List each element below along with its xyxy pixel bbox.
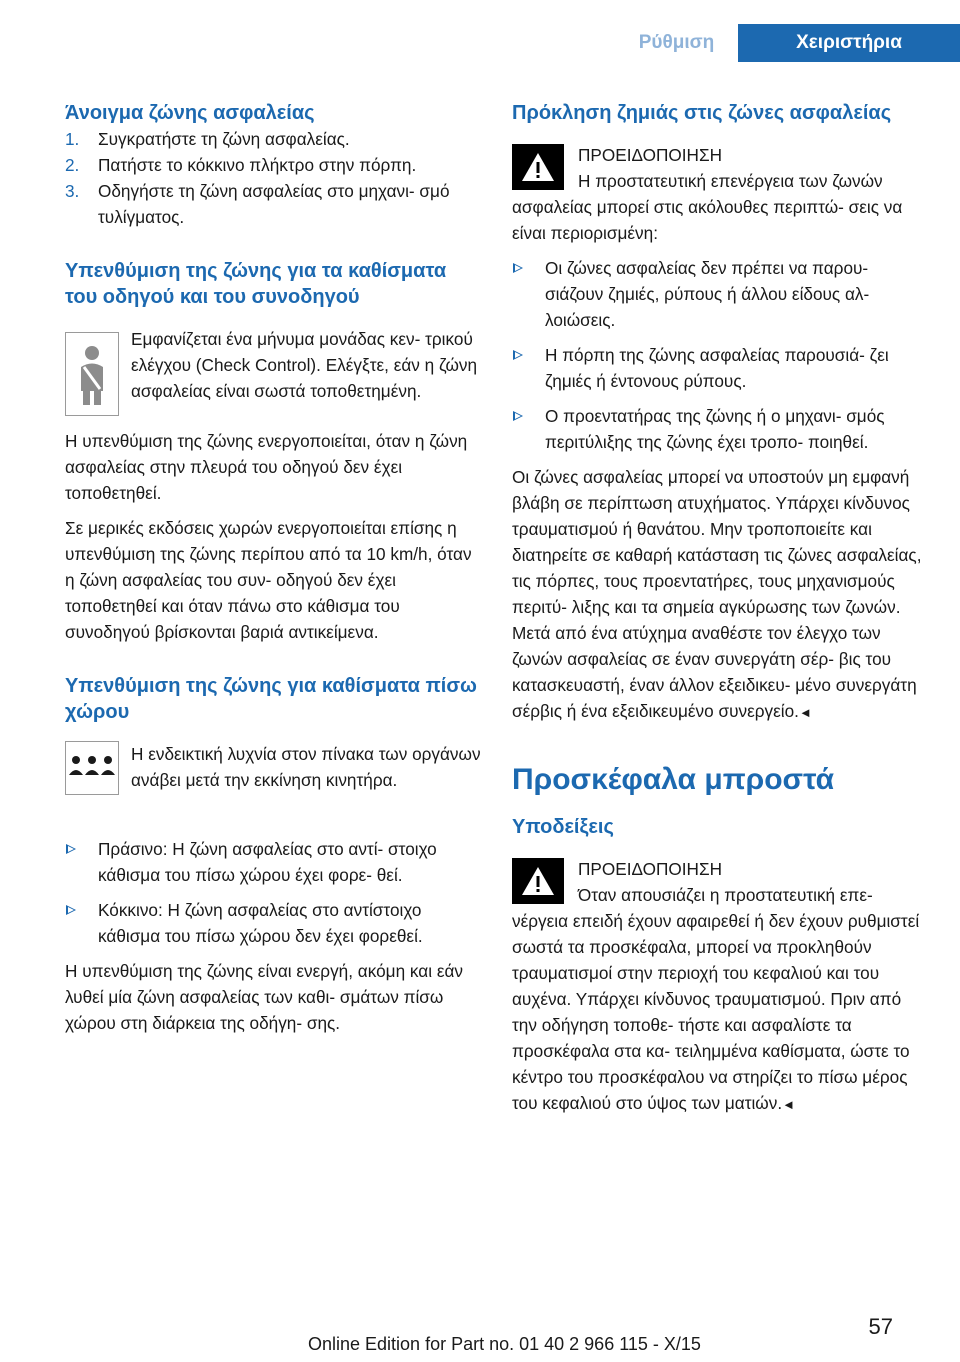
- end-marker: ◄: [782, 1097, 795, 1112]
- tab-settings[interactable]: Ρύθμιση: [638, 32, 715, 53]
- list-item-text: Οι ζώνες ασφαλείας δεν πρέπει να παρου‐ σιάζουν ζημιές, ρύπους ή άλλου είδους αλ‐ λοιώσεις.: [545, 258, 870, 330]
- section-title-belt-damage: Πρόκληση ζημιάς στις ζώνες ασφαλείας: [512, 102, 892, 124]
- step-text: Συγκρατήστε τη ζώνη ασφαλείας.: [98, 129, 350, 149]
- warning-triangle-icon: [512, 144, 564, 190]
- section-title-front-reminder: Υπενθύμιση της ζώνης για τα καθίσματα του οδηγού και του συνοδηγού: [65, 260, 447, 308]
- triangle-bullet-icon: [513, 263, 523, 273]
- rear-seat-occupants-icon: [65, 741, 119, 795]
- subsection-title-notes: Υποδείξεις: [512, 816, 614, 838]
- warning-triangle-icon: [512, 858, 564, 904]
- list-item: [65, 897, 483, 949]
- paragraph: Σε μερικές εκδόσεις χωρών ενεργοποιείται επίσης η υπενθύμιση της ζώνης περίπου από τα 10 km/h, όταν η ζώνη ασφαλείας του συν‐ οδηγού δεν έχει τοποθετηθεί και όταν πάνω στο κάθισμα του συνοδηγού βρίσκονται βαριά αντικείμενα.: [65, 518, 472, 642]
- step-number: 2.: [65, 155, 80, 175]
- list-item: [512, 403, 930, 455]
- warning-label: ΠΡΟΕΙΔΟΠΟΙΗΣΗ: [578, 859, 722, 879]
- triangle-bullet-icon: [513, 411, 523, 421]
- step-number: 3.: [65, 181, 80, 201]
- list-item-text: Κόκκινο: Η ζώνη ασφαλείας στο αντίστοιχο κάθισμα του πίσω χώρου δεν έχει φορεθεί.: [98, 900, 423, 946]
- list-item: [512, 342, 930, 394]
- warning-label: ΠΡΟΕΙΔΟΠΟΙΗΣΗ: [578, 145, 722, 165]
- paragraph: Η υπενθύμιση της ζώνης ενεργοποιείται, όταν η ζώνη ασφαλείας στην πλευρά του οδηγού δεν έχει τοποθετηθεί.: [65, 431, 468, 503]
- list-item: [512, 255, 930, 333]
- step-number: 1.: [65, 129, 80, 149]
- list-item: [65, 836, 483, 888]
- triangle-bullet-icon: [66, 844, 76, 854]
- tab-controls[interactable]: Χειριστήρια: [738, 24, 960, 62]
- section-title-open-belt: Άνοιγμα ζώνης ασφαλείας: [65, 102, 315, 124]
- damage-list: [512, 255, 930, 455]
- page-number: 57: [868, 1314, 893, 1339]
- step-text: Πατήστε το κόκκινο πλήκτρο στην πόρπη.: [98, 155, 417, 175]
- warning-continuation: Οι ζώνες ασφαλείας μπορεί να υποστούν μη εμφανή βλάβη σε περίπτωση ατυχήματος. Υπάρχει κίνδυνος τραυματισμού ή θανάτου. Μην τροποποιείτε και διατηρείτε σε καθαρή κατάσταση τις ζώνες ασφαλείας, τις πόρπες, τους προεντατήρες, τους μηχανισμούς περιτύ‐ λιξης και τα σημεία αγκύρωσης των ζωνών. Μετά από ένα ατύχημα αναθέστε τον έλεγχο των ζωνών ασφαλείας σε έναν συνεργάτη σέρ‐ βις του κατασκευαστή, έναν άλλον εξειδικευ‐ μένο συνεργάτη σέρβις ή ένα εξειδικευμένο συνεργείο.: [512, 467, 922, 721]
- list-item-text: Πράσινο: Η ζώνη ασφαλείας στο αντί‐ στοιχο κάθισμα του πίσω χώρου έχει φορε‐ θεί.: [98, 839, 437, 885]
- left-column: [65, 100, 483, 1036]
- right-column: [512, 100, 930, 1118]
- rear-status-list: [65, 836, 483, 949]
- steps-list: [65, 126, 483, 230]
- paragraph: Η υπενθύμιση της ζώνης είναι ενεργή, ακόμη και εάν λυθεί μία ζώνη ασφαλείας των καθι‐ σμάτων πίσω χώρου στη διάρκεια της οδήγη‐ σης.: [65, 961, 464, 1033]
- list-item: [65, 126, 483, 152]
- section-title-rear-reminder: Υπενθύμιση της ζώνης για καθίσματα πίσω χώρου: [65, 675, 477, 723]
- seatbelt-warning-icon: [65, 332, 119, 416]
- warning-text: Η προστατευτική επενέργεια των ζωνών ασφαλείας μπορεί στις ακόλουθες περιπτώ‐ σεις να είναι περιορισμένη:: [512, 171, 903, 243]
- chapter-title-headrests: Προσκέφαλα μπροστά: [512, 763, 835, 796]
- rear-reminder-note: [65, 741, 483, 827]
- warning-text: [512, 882, 930, 1118]
- paragraph: Εμφανίζεται ένα μήνυμα μονάδας κεν‐ τρικού ελέγχου (Check Control). Ελέγξτε, εάν η ζώνη ασφαλείας είναι σωστά τοποθετημένη.: [131, 329, 478, 401]
- top-navigation: [0, 24, 960, 62]
- list-item-text: Ο προεντατήρας της ζώνης ή ο μηχανι‐ σμός περιτύλιξης της ζώνης έχει τροπο‐ ποιηθεί.: [545, 406, 885, 452]
- warning-block: [512, 856, 930, 882]
- warning-text-body: Όταν απουσιάζει η προστατευτική επε‐ νέργεια επειδή έχουν αφαιρεθεί ή δεν έχουν ρυθμιστεί σωστά τα προσκέφαλα, μπορεί να προκληθούν τραυματισμοί στην περιοχή του κεφαλιού και του αυχένα. Υπάρχει κίνδυνος τραυματισμού. Πριν από την οδήγηση τοποθε‐ τήστε και ασφαλίστε τα προσκέφαλα στα κα‐ τειλημμένα καθίσματα, ώστε το κέντρο του προσκέφαλου να στηρίζει το πίσω μέρος του κεφαλιού στο ύψος των ματιών.: [512, 885, 920, 1113]
- step-text: Οδηγήστε τη ζώνη ασφαλείας στο μηχανι‐ σμό τυλίγματος.: [98, 181, 450, 227]
- front-reminder-note: [65, 326, 483, 412]
- paragraph: [512, 464, 930, 726]
- list-item: [65, 178, 483, 230]
- warning-block: [512, 142, 930, 168]
- end-marker: ◄: [798, 705, 812, 720]
- list-item: [65, 152, 483, 178]
- list-item-text: Η πόρπη της ζώνης ασφαλείας παρουσιά‐ ζει ζημιές ή έντονους ρύπους.: [545, 345, 889, 391]
- triangle-bullet-icon: [513, 350, 523, 360]
- paragraph: Η ενδεικτική λυχνία στον πίνακα των οργάνων ανάβει μετά την εκκίνηση κινητήρα.: [131, 744, 481, 790]
- triangle-bullet-icon: [66, 905, 76, 915]
- edition-footer: Online Edition for Part no. 01 40 2 966 115 - X/15: [308, 1334, 701, 1354]
